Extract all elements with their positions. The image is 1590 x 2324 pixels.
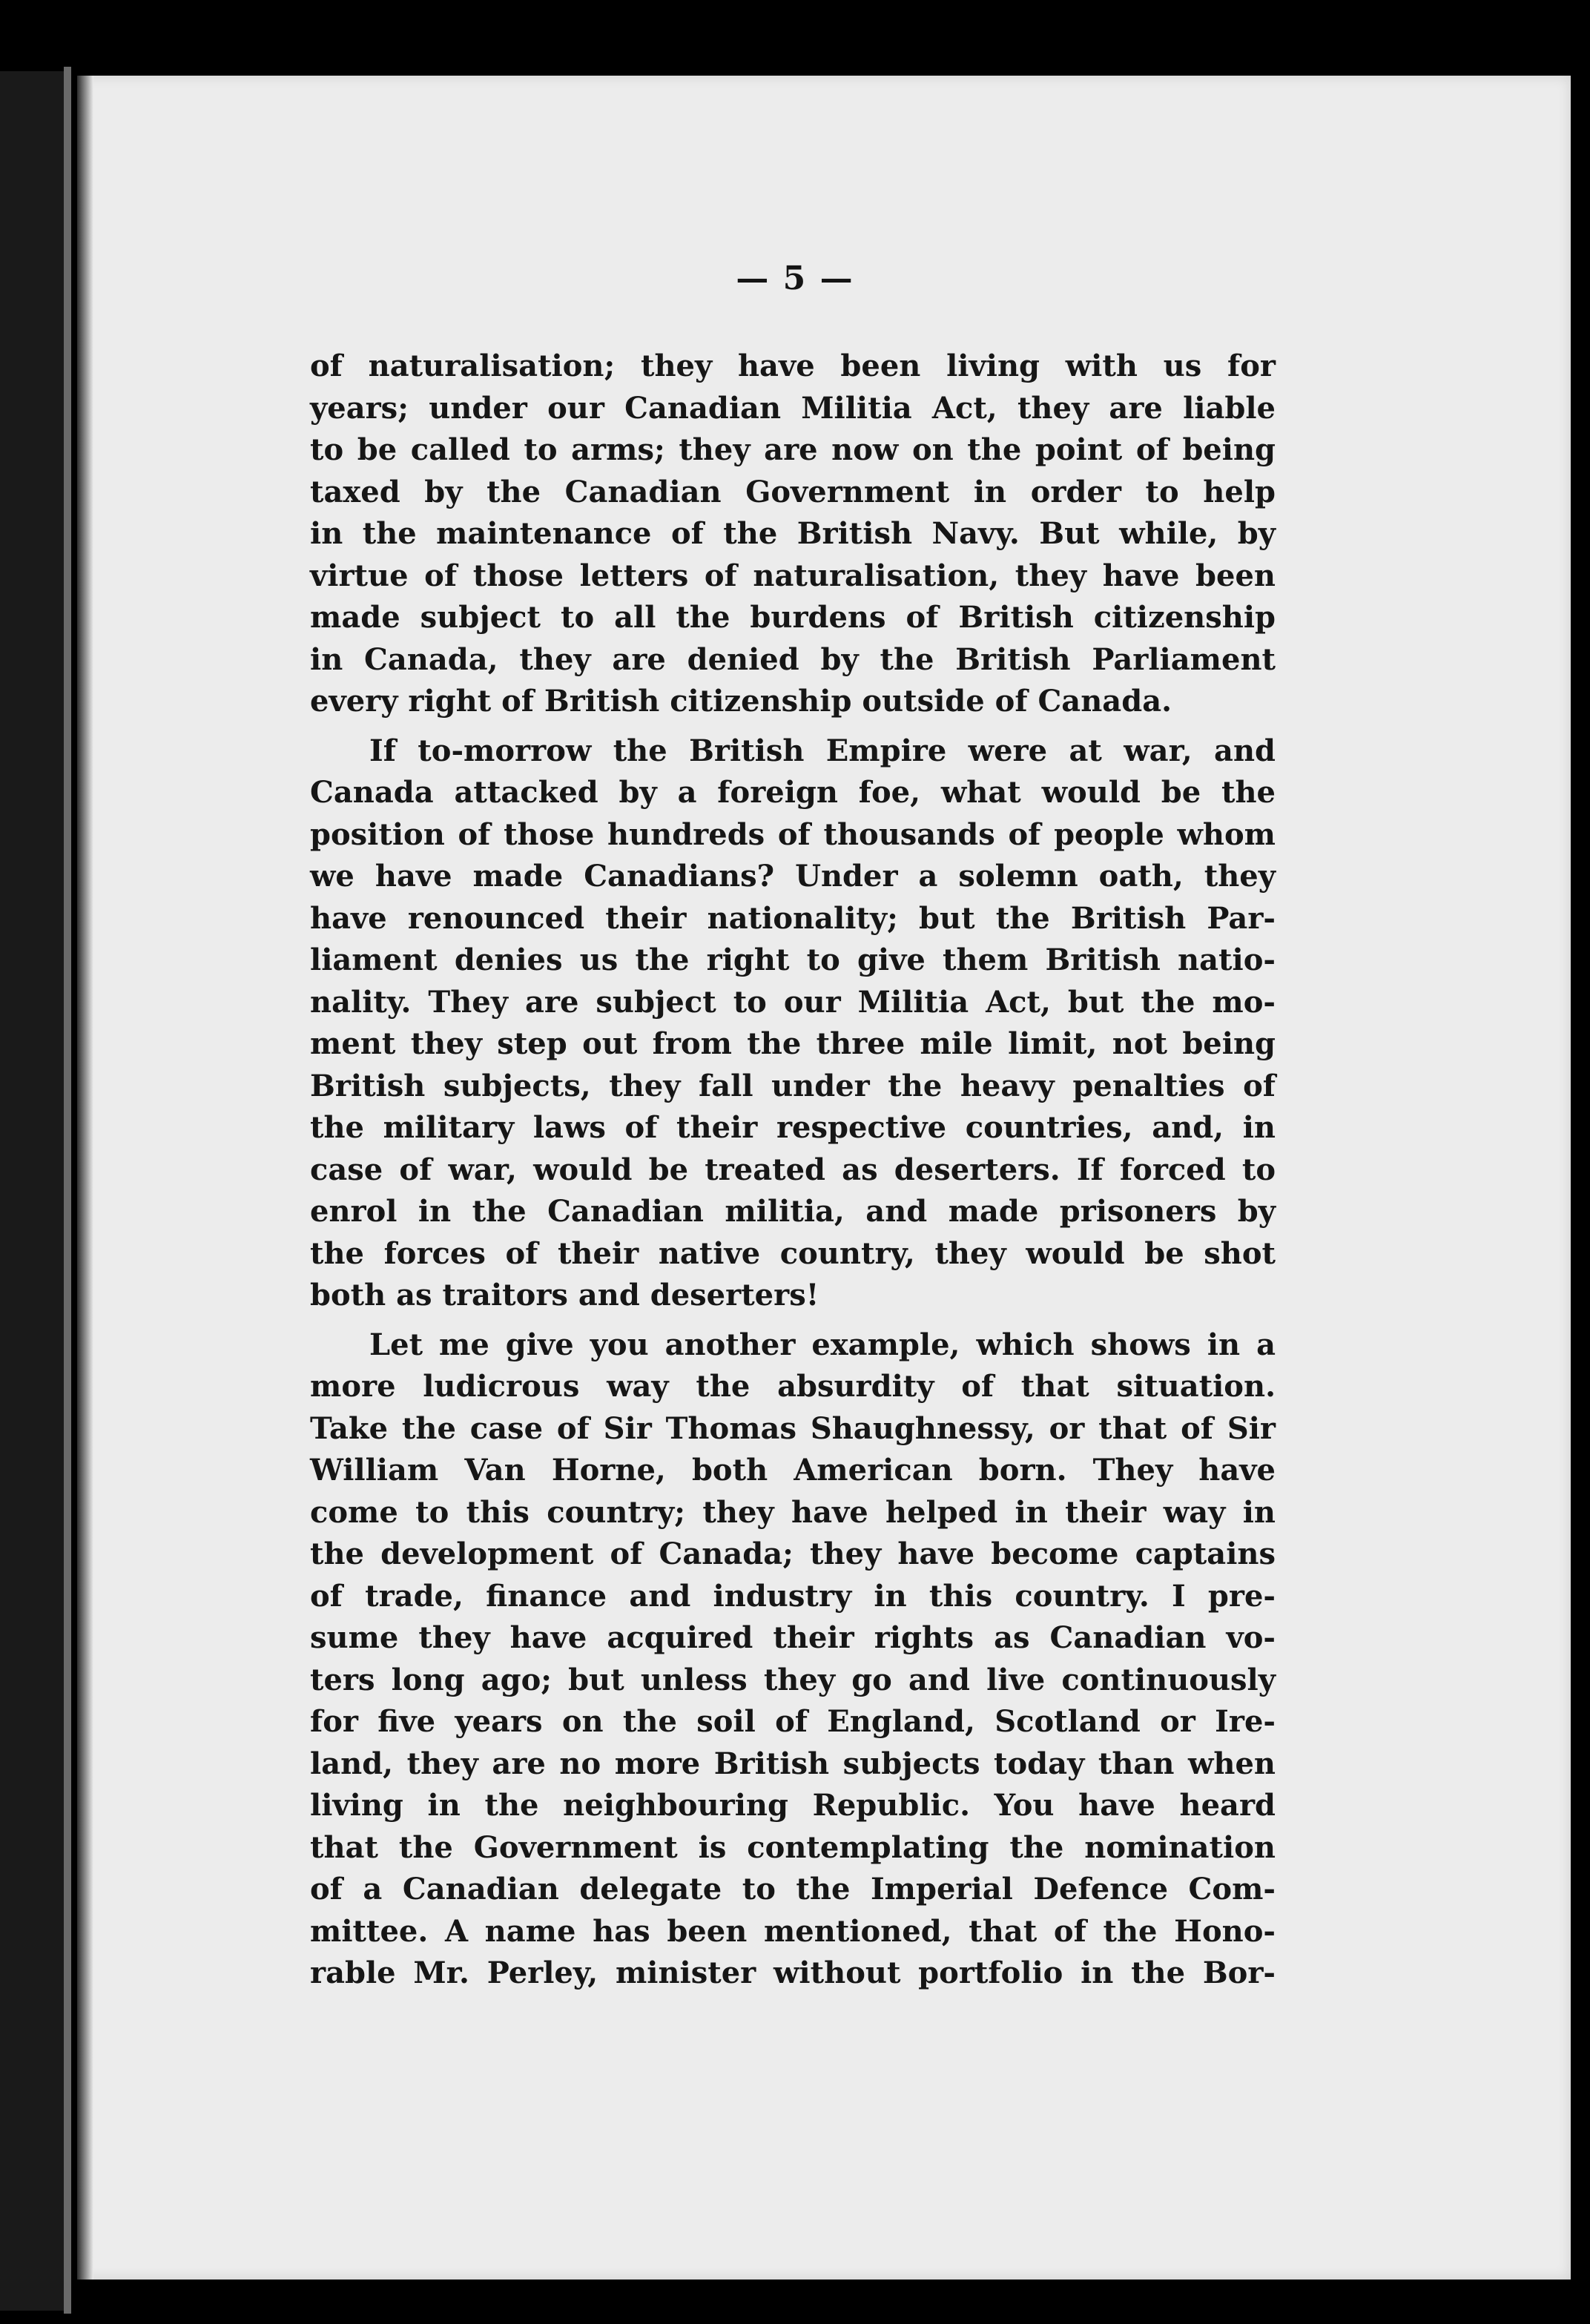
text-line: ters long ago; but unless they go and live continuously [310,1662,1276,1697]
page-binding-shadow [77,76,93,2280]
previous-page-strip [0,71,71,2311]
text-line: mittee. A name has been mentioned, that of the Hono- [310,1913,1276,1949]
text-line: of a Canadian delegate to the Imperial Defence Com- [310,1872,1276,1907]
text-line: sume they have acquired their rights as Canadian vo- [310,1620,1276,1655]
text-line: that the Government is contemplating the nomination [310,1829,1276,1865]
text-line: in the maintenance of the British Navy. But while, by [310,516,1276,551]
paragraph [310,730,1276,1317]
text-line: the development of Canada; they have become captains [310,1536,1276,1571]
text-line: every right of British citizenship outside of Canada. [310,684,1172,719]
text-line: more ludicrous way the absurdity of that situation. [310,1369,1276,1404]
text-line: both as traitors and deserters! [310,1278,819,1313]
text-line: virtue of those letters of naturalisation, they have been [310,558,1276,593]
text-line: nality. They are subject to our Militia Act, but the mo- [310,984,1276,1020]
paragraph [310,346,1276,723]
text-line: come to this country; they have helped in their way in [310,1494,1276,1530]
text-line: the forces of their native country, they would be shot [310,1235,1276,1271]
text-line: Canada attacked by a foreign foe, what would be the [310,775,1276,810]
paragraph-gap [310,723,1276,730]
text-line: Take the case of Sir Thomas Shaughnessy, or that of Sir [310,1410,1276,1446]
text-line: to be called to arms; they are now on the point of being [310,432,1276,467]
previous-page-edge [64,67,71,2314]
text-line: William Van Horne, both American born. They have [310,1453,1276,1488]
text-line: British subjects, they fall under the heavy penalties of [310,1068,1276,1103]
text-line: for five years on the soil of England, Scotland or Ire- [310,1704,1276,1739]
text-line: position of those hundreds of thousands of people whom [310,816,1276,852]
text-line: case of war, would be treated as deserters. If forced to [310,1152,1276,1187]
text-line: ment they step out from the three mile limit, not being [310,1026,1276,1061]
text-line: have renounced their nationality; but the British Par- [310,900,1276,936]
text-line: of trade, finance and industry in this country. I pre- [310,1578,1276,1614]
text-line: enrol in the Canadian militia, and made prisoners by [310,1194,1276,1229]
text-line: taxed by the Canadian Government in order to help [310,474,1276,509]
text-line: living in the neighbouring Republic. You have heard [310,1788,1276,1823]
text-line: years; under our Canadian Militia Act, they are liable [310,390,1276,426]
text-line: land, they are no more British subjects today than when [310,1746,1276,1781]
text-line: of naturalisation; they have been living with us for [310,349,1276,383]
text-line: Let me give you another example, which shows in a [369,1327,1276,1362]
text-line: made subject to all the burdens of British citizenship [310,600,1276,635]
text-line: If to-morrow the British Empire were at war, and [369,733,1276,768]
body-text [310,346,1276,1995]
text-line: rable Mr. Perley, minister without portfolio in the Bor- [310,1955,1276,1990]
paragraph-gap [310,1317,1276,1324]
text-line: the military laws of their respective countries, and, in [310,1110,1276,1145]
paragraph [310,1324,1276,1995]
page-number: — 5 — [736,260,854,297]
text-line: liament denies us the right to give them British natio- [310,943,1276,977]
text-line: we have made Canadians? Under a solemn oath, they [310,859,1276,894]
text-line: in Canada, they are denied by the British Parliament [310,641,1276,677]
